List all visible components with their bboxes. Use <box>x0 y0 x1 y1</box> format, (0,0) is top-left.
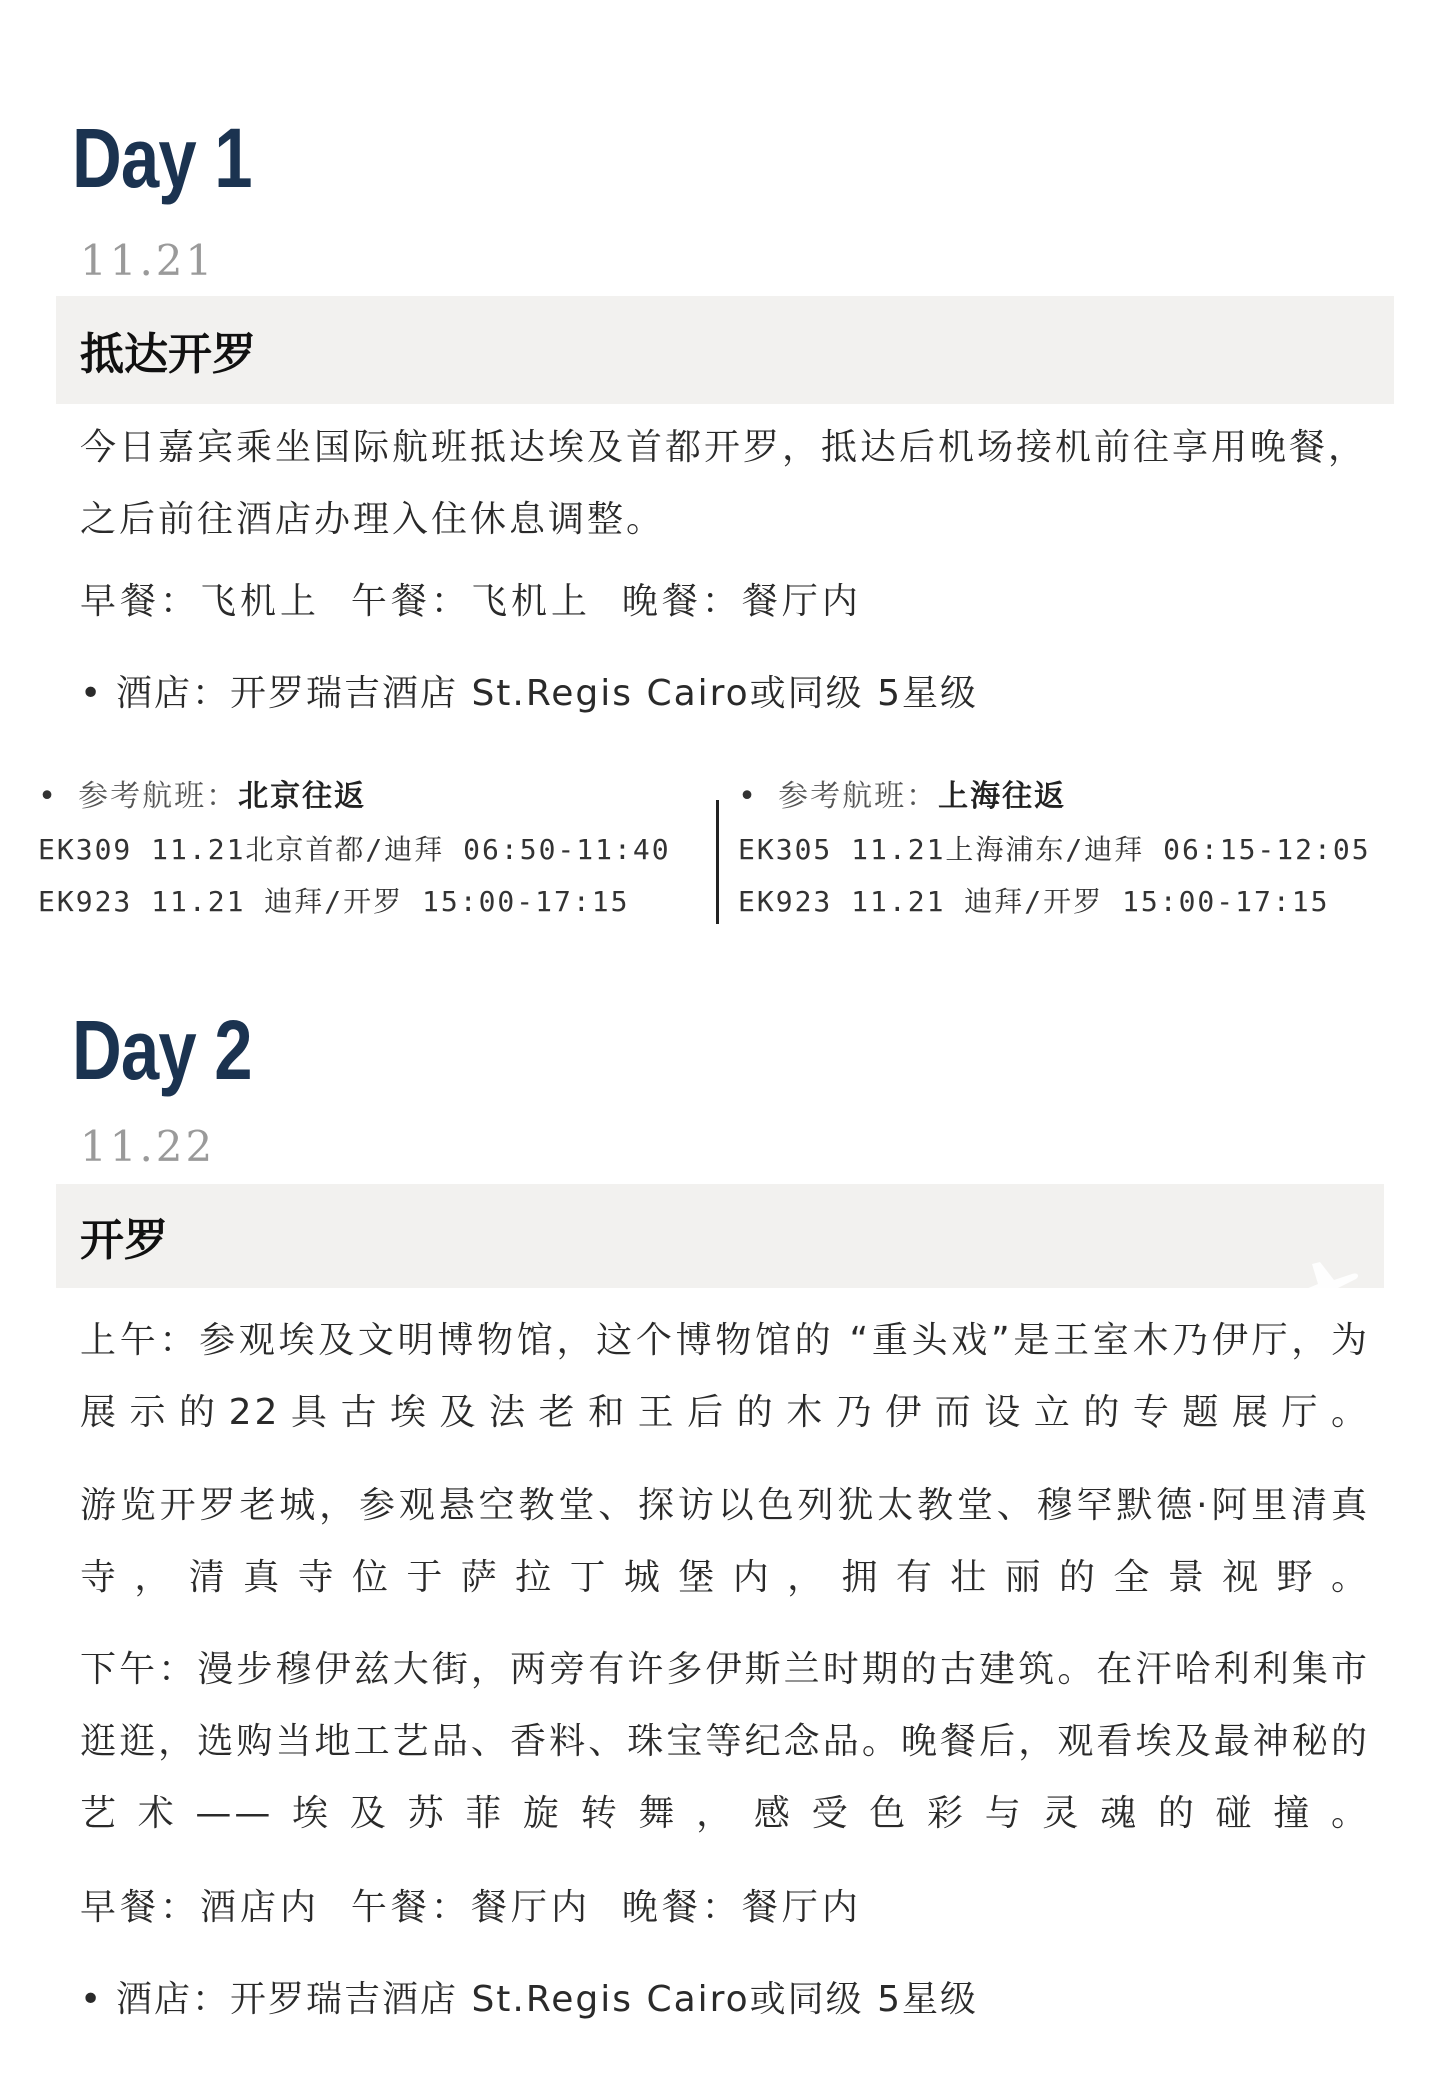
day1-dinner: 餐厅内 <box>741 581 862 622</box>
day1-heading: 抵达开罗 <box>80 329 256 380</box>
flights-beijing <box>38 779 671 918</box>
day2-heading-band <box>56 1184 1384 1288</box>
day2-lunch: 餐厅内 <box>470 1887 591 1928</box>
day2-title: Day 2 <box>72 1003 252 1097</box>
bullet: • <box>38 779 59 814</box>
day2-lunch-label: 午餐： <box>350 1887 471 1928</box>
day1-lunch: 飞机上 <box>470 581 591 622</box>
day1-lunch-label: 午餐： <box>350 581 471 622</box>
day1-heading-band <box>56 296 1394 404</box>
bullet: • <box>738 779 759 814</box>
day2-heading: 开罗 <box>80 1215 168 1266</box>
flights-divider <box>716 800 719 924</box>
flights-shanghai <box>738 779 1371 918</box>
flights-shanghai-city: 上海往返 <box>938 779 1067 814</box>
day1-hotel <box>80 673 979 714</box>
day2-afternoon: 下午：漫步穆伊兹大街，两旁有许多伊斯兰时期的古建筑。在汗哈利利集市逛逛，选购当地工艺品、香料、珠宝等纪念品。晚餐后，观看埃及最神秘的艺术——埃及苏菲旋转舞，感受色彩与灵魂的碰撞。 <box>80 1649 1370 1834</box>
day1-meals <box>80 581 862 622</box>
day2-morning: 上午：参观埃及文明博物馆，这个博物馆的 “重头戏”是王室木乃伊厅，为展示的22具古埃及法老和王后的木乃伊而设立的专题展厅。 <box>80 1320 1370 1433</box>
flights-shanghai-label: 参考航班： <box>778 779 939 814</box>
flights-beijing-line1: EK309 11.21北京首都/迪拜 06:50-11:40 <box>38 833 671 866</box>
day2-meals <box>80 1887 862 1928</box>
flights-beijing-city: 北京往返 <box>238 779 367 814</box>
day2-hotel-text: 酒店：开罗瑞吉酒店 St.Regis Cairo或同级 5星级 <box>116 1979 979 2020</box>
day2-dinner: 餐厅内 <box>741 1887 862 1928</box>
bullet: • <box>80 1979 104 2020</box>
flights-shanghai-line2: EK923 11.21 迪拜/开罗 15:00-17:15 <box>738 885 1330 918</box>
bullet: • <box>80 673 104 714</box>
flights-beijing-label: 参考航班： <box>78 779 239 814</box>
day2-date: 11.22 <box>80 1122 216 1171</box>
day1-hotel-text: 酒店：开罗瑞吉酒店 St.Regis Cairo或同级 5星级 <box>116 673 979 714</box>
day1-breakfast-label: 早餐： <box>80 581 201 622</box>
day2-breakfast-label: 早餐： <box>80 1887 201 1928</box>
day2-breakfast: 酒店内 <box>200 1887 321 1928</box>
flights-beijing-header <box>38 779 671 814</box>
day1-title: Day 1 <box>72 111 252 205</box>
flights-beijing-line2: EK923 11.21 迪拜/开罗 15:00-17:15 <box>38 885 630 918</box>
day1-dinner-label: 晚餐： <box>621 581 742 622</box>
day2-hotel <box>80 1979 979 2020</box>
day1-breakfast: 飞机上 <box>200 581 321 622</box>
flights-shanghai-header <box>738 779 1371 814</box>
day2-old-cairo: 游览开罗老城，参观悬空教堂、探访以色列犹太教堂、穆罕默德·阿里清真寺，清真寺位于萨拉丁城堡内，拥有壮丽的全景视野。 <box>80 1485 1370 1598</box>
day2-dinner-label: 晚餐： <box>621 1887 742 1928</box>
day1-description: 今日嘉宾乘坐国际航班抵达埃及首都开罗，抵达后机场接机前往享用晚餐，之后前往酒店办理入住休息调整。 <box>80 427 1368 540</box>
flights-shanghai-line1: EK305 11.21上海浦东/迪拜 06:15-12:05 <box>738 833 1371 866</box>
airplane-icon <box>1284 1250 1364 1310</box>
day1-date: 11.21 <box>80 236 216 285</box>
